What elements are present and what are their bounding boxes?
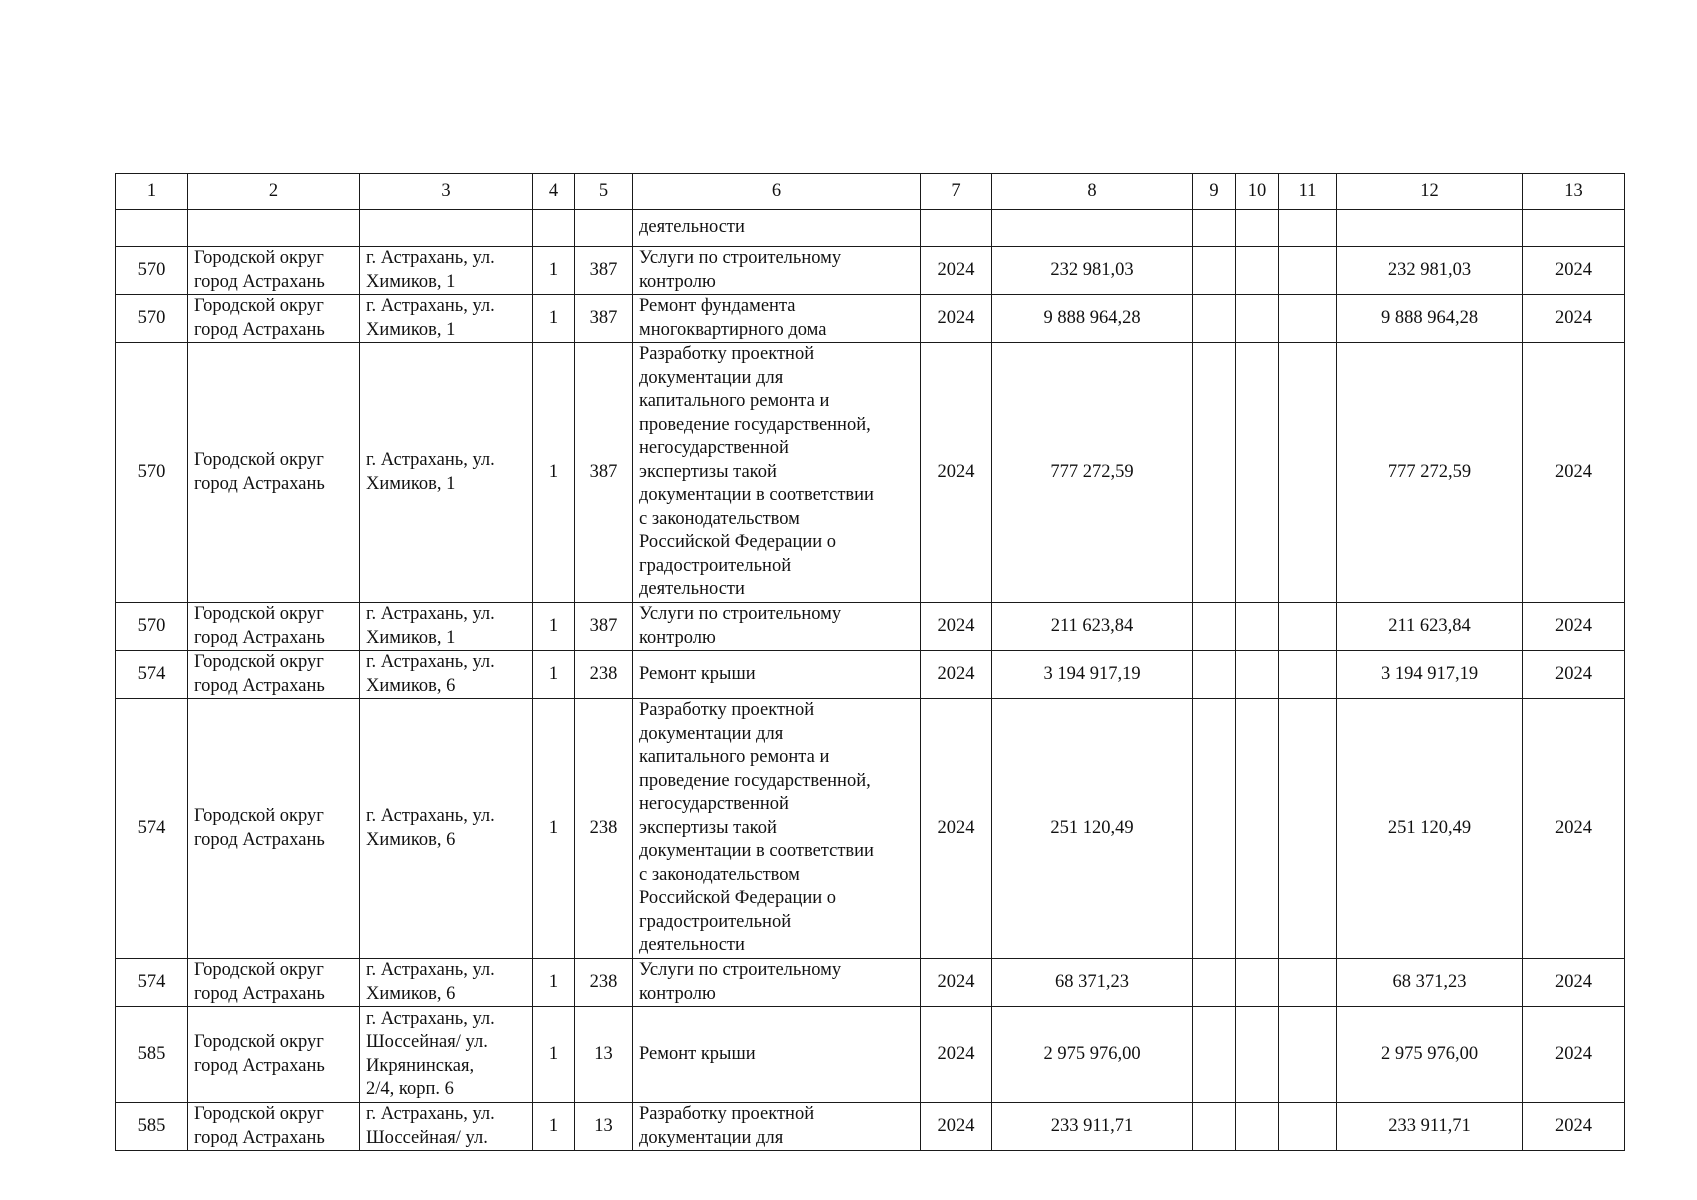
work-type-cell: [633, 699, 921, 959]
total-cost-cell: [1337, 343, 1523, 603]
table-row: [116, 247, 1625, 295]
col4-text: 1: [548, 615, 559, 636]
address-cell: [360, 1103, 533, 1151]
col4-cell: [533, 959, 575, 1007]
total-cost-cell: [1337, 603, 1523, 651]
table-row: [116, 651, 1625, 699]
col5-text: 238: [589, 817, 618, 838]
total-cost-cell: [1337, 210, 1523, 247]
year-text: 2024: [937, 615, 975, 636]
col5-cell: [575, 603, 633, 651]
year-text: 2024: [937, 663, 975, 684]
total-cost-text: 2 975 976,00: [1380, 1043, 1479, 1064]
address-text: г. Астрахань, ул. Химиков, 1: [366, 604, 495, 648]
municipality-text: Городской округ город Астрахань: [194, 1104, 325, 1148]
row-number-cell: [116, 603, 188, 651]
municipality-text: Городской округ город Астрахань: [194, 960, 325, 1004]
col11-cell: [1279, 343, 1337, 603]
municipality-text: Городской округ город Астрахань: [194, 248, 325, 292]
year-text: 2024: [937, 307, 975, 328]
cost-cell: [992, 699, 1193, 959]
end-year-cell: [1523, 343, 1625, 603]
year-text: 2024: [937, 817, 975, 838]
table-row-continuation: [116, 210, 1625, 247]
municipality-text: Городской округ город Астрахань: [194, 450, 325, 494]
col5-cell: [575, 651, 633, 699]
col10-cell: [1236, 699, 1279, 959]
column-header-6: 6: [633, 174, 921, 210]
col5-cell: [575, 295, 633, 343]
col11-cell: [1279, 699, 1337, 959]
cost-text: 3 194 917,19: [1043, 663, 1141, 684]
col4-cell: [533, 699, 575, 959]
column-header-12: 12: [1337, 174, 1523, 210]
address-cell: [360, 210, 533, 247]
row-number-cell: [116, 247, 188, 295]
table-row: [116, 1103, 1625, 1151]
col9-cell: [1193, 603, 1236, 651]
total-cost-cell: [1337, 699, 1523, 959]
capital-repair-table: [115, 173, 1625, 1151]
col11-cell: [1279, 210, 1337, 247]
cost-text: 251 120,49: [1050, 817, 1134, 838]
col5-text: 13: [594, 1043, 613, 1064]
col5-cell: [575, 210, 633, 247]
year-cell: [921, 247, 992, 295]
work-type-text: Разработку проектной документации для капитального ремонта и проведение государственной, негосударственной экспертизы такой документации в соответствии с законодательством Российской Федерации о градостроительной деятельности: [639, 344, 874, 600]
total-cost-cell: [1337, 1103, 1523, 1151]
col4-text: 1: [548, 1043, 559, 1064]
table-row: [116, 295, 1625, 343]
col5-cell: [575, 1103, 633, 1151]
work-type-cell: [633, 295, 921, 343]
col4-cell: [533, 651, 575, 699]
work-type-cell: [633, 651, 921, 699]
col4-cell: [533, 210, 575, 247]
work-type-text: Услуги по строительному контролю: [639, 248, 842, 292]
municipality-cell: [188, 1007, 360, 1103]
address-text: г. Астрахань, ул. Химиков, 6: [366, 960, 495, 1004]
col9-cell: [1193, 210, 1236, 247]
col10-cell: [1236, 343, 1279, 603]
municipality-cell: [188, 343, 360, 603]
col10-cell: [1236, 1103, 1279, 1151]
row-number-cell: [116, 699, 188, 959]
col4-cell: [533, 1103, 575, 1151]
year-cell: [921, 343, 992, 603]
year-text: 2024: [937, 1115, 975, 1136]
column-header-4: 4: [533, 174, 575, 210]
cost-cell: [992, 343, 1193, 603]
cost-cell: [992, 603, 1193, 651]
total-cost-cell: [1337, 295, 1523, 343]
address-cell: [360, 295, 533, 343]
table-row: [116, 1007, 1625, 1103]
row-number-text: 570: [137, 615, 166, 636]
address-cell: [360, 343, 533, 603]
end-year-text: 2024: [1555, 307, 1592, 328]
work-type-cell: [633, 343, 921, 603]
total-cost-text: 232 981,03: [1387, 259, 1472, 280]
end-year-text: 2024: [1555, 615, 1592, 636]
total-cost-cell: [1337, 1007, 1523, 1103]
col11-cell: [1279, 1007, 1337, 1103]
col4-cell: [533, 1007, 575, 1103]
total-cost-text: 211 623,84: [1388, 615, 1471, 636]
col9-cell: [1193, 1007, 1236, 1103]
work-type-text: Ремонт крыши: [639, 663, 756, 684]
col4-cell: [533, 295, 575, 343]
row-number-text: 570: [137, 259, 166, 280]
end-year-cell: [1523, 210, 1625, 247]
end-year-cell: [1523, 959, 1625, 1007]
address-text: г. Астрахань, ул. Химиков, 6: [366, 806, 495, 850]
total-cost-text: 251 120,49: [1387, 817, 1472, 838]
work-type-text: Разработку проектной документации для капитального ремонта и проведение государственной, негосударственной экспертизы такой документации в соответствии с законодательством Российской Федерации о градостроительной деятельности: [639, 700, 874, 956]
row-number-text: 585: [137, 1043, 166, 1064]
total-cost-text: 233 911,71: [1388, 1115, 1471, 1136]
cost-cell: [992, 1007, 1193, 1103]
col10-cell: [1236, 959, 1279, 1007]
year-cell: [921, 959, 992, 1007]
col4-text: 1: [548, 663, 559, 684]
municipality-text: Городской округ город Астрахань: [194, 296, 325, 340]
municipality-cell: [188, 247, 360, 295]
work-type-cell: [633, 247, 921, 295]
year-cell: [921, 651, 992, 699]
column-header-9: 9: [1193, 174, 1236, 210]
col10-cell: [1236, 295, 1279, 343]
address-cell: [360, 1007, 533, 1103]
total-cost-text: 3 194 917,19: [1380, 663, 1479, 684]
column-header-1: 1: [116, 174, 188, 210]
municipality-text: Городской округ город Астрахань: [194, 806, 325, 850]
col4-text: 1: [548, 307, 559, 328]
row-number-text: 574: [137, 817, 166, 838]
col5-text: 387: [589, 615, 618, 636]
address-cell: [360, 247, 533, 295]
end-year-cell: [1523, 603, 1625, 651]
year-cell: [921, 699, 992, 959]
col9-cell: [1193, 247, 1236, 295]
row-number-text: 574: [137, 663, 166, 684]
address-text: г. Астрахань, ул. Химиков, 1: [366, 248, 495, 292]
work-type-text: Услуги по строительному контролю: [639, 604, 842, 648]
municipality-cell: [188, 210, 360, 247]
col10-cell: [1236, 1007, 1279, 1103]
column-header-7: 7: [921, 174, 992, 210]
col5-cell: [575, 699, 633, 959]
total-cost-text: 9 888 964,28: [1380, 307, 1479, 328]
address-text: г. Астрахань, ул. Шоссейная/ ул. Икрянинская, 2/4, корп. 6: [366, 1008, 495, 1099]
row-number-cell: [116, 959, 188, 1007]
work-type-cell: [633, 1007, 921, 1103]
year-text: 2024: [937, 1043, 975, 1064]
work-type-cell: [633, 210, 921, 247]
col9-cell: [1193, 1103, 1236, 1151]
table-row: [116, 959, 1625, 1007]
column-header-8: 8: [992, 174, 1193, 210]
municipality-text: Городской округ город Астрахань: [194, 1032, 325, 1076]
col11-cell: [1279, 1103, 1337, 1151]
col5-text: 387: [589, 307, 618, 328]
col5-cell: [575, 1007, 633, 1103]
col4-cell: [533, 247, 575, 295]
end-year-cell: [1523, 295, 1625, 343]
work-type-cell: [633, 603, 921, 651]
col5-cell: [575, 343, 633, 603]
col5-text: 238: [589, 971, 618, 992]
column-header-5: 5: [575, 174, 633, 210]
year-text: 2024: [937, 259, 975, 280]
cost-cell: [992, 1103, 1193, 1151]
cost-text: 68 371,23: [1055, 971, 1129, 992]
col10-cell: [1236, 651, 1279, 699]
address-cell: [360, 959, 533, 1007]
row-number-text: 570: [137, 461, 166, 482]
row-number-text: 585: [137, 1115, 166, 1136]
col11-cell: [1279, 247, 1337, 295]
address-text: г. Астрахань, ул. Химиков, 1: [366, 296, 495, 340]
table-row: [116, 699, 1625, 959]
col11-cell: [1279, 603, 1337, 651]
municipality-cell: [188, 1103, 360, 1151]
row-number-cell: [116, 651, 188, 699]
table-row: [116, 603, 1625, 651]
cost-cell: [992, 959, 1193, 1007]
work-type-text: Разработку проектной документации для: [639, 1104, 815, 1148]
cost-text: 777 272,59: [1050, 461, 1134, 482]
col10-cell: [1236, 247, 1279, 295]
col4-cell: [533, 343, 575, 603]
col4-text: 1: [548, 259, 559, 280]
col5-text: 387: [589, 259, 618, 280]
total-cost-text: 68 371,23: [1392, 971, 1467, 992]
table-row: [116, 343, 1625, 603]
column-header-3: 3: [360, 174, 533, 210]
col4-text: 1: [548, 461, 559, 482]
year-text: 2024: [937, 971, 975, 992]
col10-cell: [1236, 210, 1279, 247]
cost-text: 232 981,03: [1050, 259, 1134, 280]
municipality-text: Городской округ город Астрахань: [194, 604, 325, 648]
row-number-cell: [116, 1007, 188, 1103]
end-year-text: 2024: [1555, 461, 1592, 482]
col5-cell: [575, 959, 633, 1007]
row-number-cell: [116, 1103, 188, 1151]
total-cost-cell: [1337, 247, 1523, 295]
cost-cell: [992, 295, 1193, 343]
col4-cell: [533, 603, 575, 651]
end-year-cell: [1523, 651, 1625, 699]
col9-cell: [1193, 651, 1236, 699]
end-year-text: 2024: [1555, 1043, 1592, 1064]
work-type-cell: [633, 959, 921, 1007]
end-year-text: 2024: [1555, 663, 1592, 684]
year-text: 2024: [937, 461, 975, 482]
municipality-cell: [188, 295, 360, 343]
header-row: [116, 174, 1625, 210]
col4-text: 1: [548, 1115, 559, 1136]
work-type-cell: [633, 1103, 921, 1151]
municipality-cell: [188, 699, 360, 959]
cost-cell: [992, 651, 1193, 699]
end-year-cell: [1523, 699, 1625, 959]
year-cell: [921, 603, 992, 651]
total-cost-text: 777 272,59: [1387, 461, 1472, 482]
end-year-text: 2024: [1555, 1115, 1592, 1136]
col5-text: 238: [589, 663, 618, 684]
end-year-cell: [1523, 247, 1625, 295]
col5-text: 13: [594, 1115, 613, 1136]
row-number-text: 574: [137, 971, 166, 992]
municipality-cell: [188, 959, 360, 1007]
row-number-cell: [116, 343, 188, 603]
column-header-11: 11: [1279, 174, 1337, 210]
row-number-text: 570: [137, 307, 166, 328]
column-header-2: 2: [188, 174, 360, 210]
end-year-cell: [1523, 1103, 1625, 1151]
cost-text: 2 975 976,00: [1043, 1043, 1141, 1064]
work-type-text: Ремонт фундамента многоквартирного дома: [639, 296, 827, 340]
col5-text: 387: [589, 461, 618, 482]
address-text: г. Астрахань, ул. Химиков, 1: [366, 450, 495, 494]
col11-cell: [1279, 295, 1337, 343]
year-cell: [921, 1103, 992, 1151]
table-body: [116, 210, 1625, 1151]
row-number-cell: [116, 210, 188, 247]
end-year-text: 2024: [1555, 817, 1592, 838]
col9-cell: [1193, 295, 1236, 343]
col4-text: 1: [548, 817, 559, 838]
column-header-10: 10: [1236, 174, 1279, 210]
municipality-text: Городской округ город Астрахань: [194, 652, 325, 696]
year-cell: [921, 210, 992, 247]
col5-cell: [575, 247, 633, 295]
municipality-cell: [188, 651, 360, 699]
cost-cell: [992, 210, 1193, 247]
municipality-cell: [188, 603, 360, 651]
address-text: г. Астрахань, ул. Химиков, 6: [366, 652, 495, 696]
end-year-text: 2024: [1555, 971, 1592, 992]
year-cell: [921, 295, 992, 343]
address-cell: [360, 699, 533, 959]
end-year-text: 2024: [1555, 259, 1592, 280]
col11-cell: [1279, 651, 1337, 699]
year-cell: [921, 1007, 992, 1103]
work-type-text: деятельности: [639, 217, 745, 238]
address-cell: [360, 651, 533, 699]
cost-text: 211 623,84: [1050, 615, 1134, 636]
cost-text: 233 911,71: [1050, 1115, 1134, 1136]
column-header-13: 13: [1523, 174, 1625, 210]
work-type-text: Ремонт крыши: [639, 1043, 756, 1064]
column-number-header: [116, 174, 1625, 210]
col9-cell: [1193, 343, 1236, 603]
cost-text: 9 888 964,28: [1043, 307, 1141, 328]
col10-cell: [1236, 603, 1279, 651]
address-text: г. Астрахань, ул. Шоссейная/ ул.: [366, 1104, 495, 1148]
col11-cell: [1279, 959, 1337, 1007]
col9-cell: [1193, 699, 1236, 959]
end-year-cell: [1523, 1007, 1625, 1103]
cost-cell: [992, 247, 1193, 295]
total-cost-cell: [1337, 651, 1523, 699]
address-cell: [360, 603, 533, 651]
col9-cell: [1193, 959, 1236, 1007]
row-number-cell: [116, 295, 188, 343]
work-type-text: Услуги по строительному контролю: [639, 960, 842, 1004]
col4-text: 1: [548, 971, 559, 992]
total-cost-cell: [1337, 959, 1523, 1007]
